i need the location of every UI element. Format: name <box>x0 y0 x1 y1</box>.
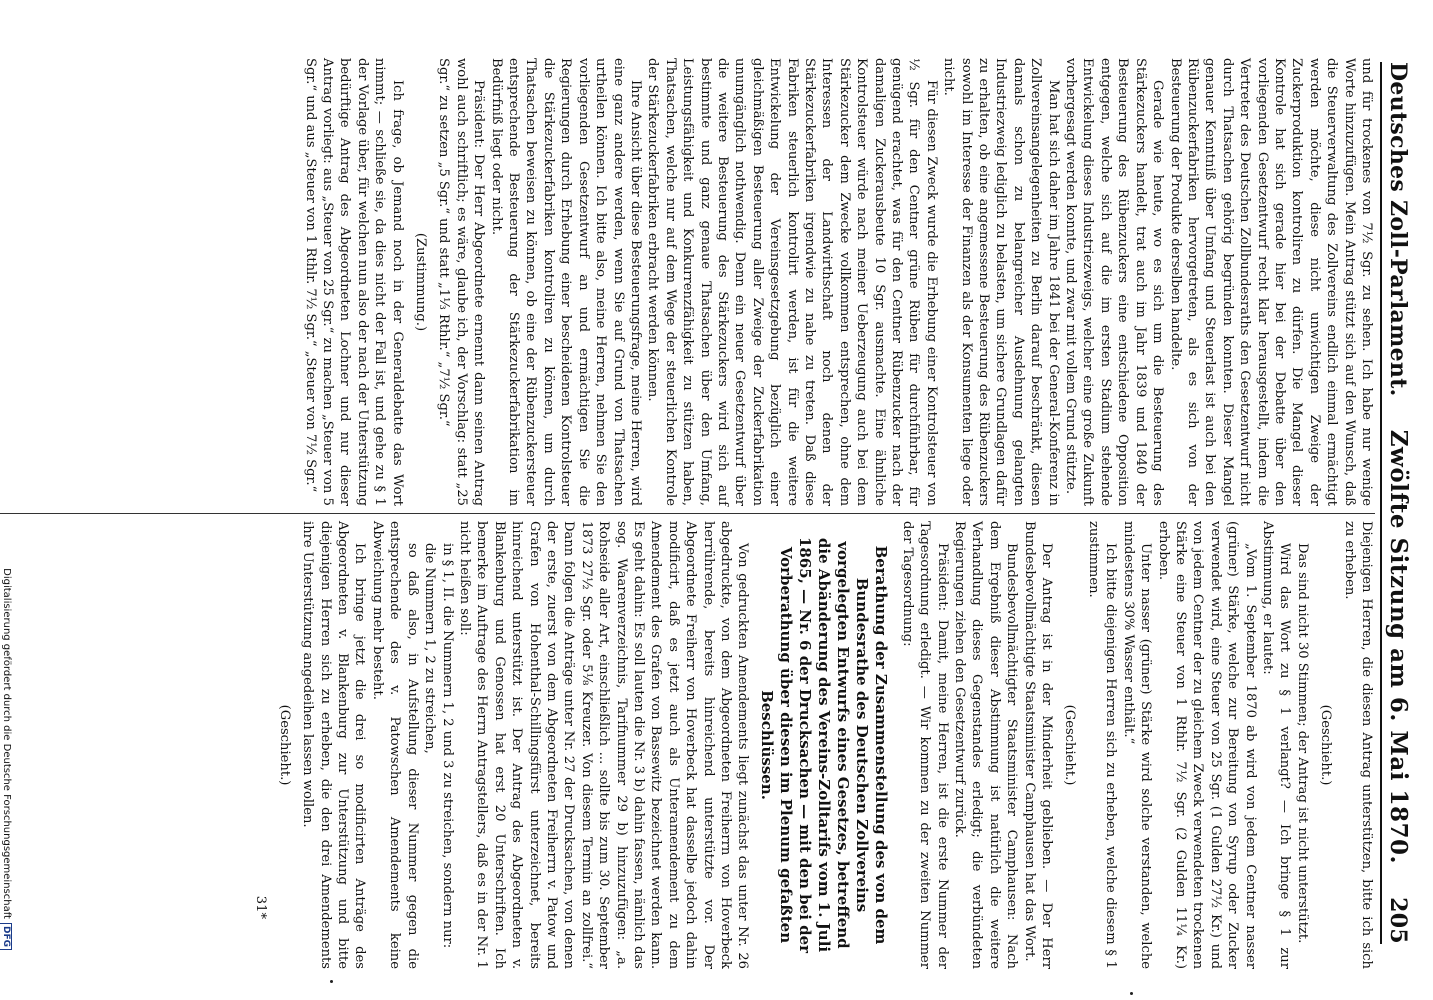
digitization-credit <box>0 0 13 950</box>
scan-speck <box>330 980 333 983</box>
paragraph: Gerade wie heute, wo es sich um die Besteuerung des Stärkezuckers handelt, trat auch im Jahr 1839 und 1840 der Besteuerung des Rübenzuckers eine entschiedene Opposition entgegen, welche sich auf die im ersten Stadium stehende Entwickelung dieses Industriezweigs, welcher eine große Zukunft vorhergesagt werden konnte, und zwar mit vollem Grund stützte. <box>1063 58 1166 506</box>
page-number: 205 <box>1385 897 1411 944</box>
paragraph: Man hat sich daher im Jahre 1841 bei der General-Konferenz in Zollvereinsangelegenheiten zu Berlin darauf beschränkt, diesen damals schon zu belangreicher Ausdehnung gelangten Industriezweig lediglich zu belasten, um sichere Grundlagen dafür zu erhalten, ob eine angemessene Besteuerung des Rübenzuckers sowohl im Interesse der Finanzen als der Konsumenten liege oder nicht. <box>941 58 1061 506</box>
paragraph: Unter nasser (grüner) Stärke wird solche verstanden, welche mindestens 30% Wasser enthält.“ <box>1120 521 1154 969</box>
section-heading: Berathung der Zusammenstellung des von dem Bundesrathe des Deutschen Zollvereins vorgelegten Entwurfs eines Gesetzes, betreffend die Abänderung des Vereins-Zolltarifs vom 1. Juli 1865, — Nr. 6 der Drucksachen — mit den bei der Vorberathung über diesen im Plenum gefaßten Beschlüssen. <box>758 536 891 954</box>
paragraph: „Vom 1. September 1870 ab wird von jedem Centner nasser (grüner) Stärke, welche zur Bereitung von Syrup oder Zucker verwendet wird, eine Steuer von 25 Sgr. (1 Gulden 27½ Kr.) und von jedem Centner der zu gleichem Zweck verwendeten trockenen Stärke eine Steuer von 1 Rthlr. 7½ Sgr. (2 Gulden 11¼ Kr.) erhoben. <box>1155 521 1258 969</box>
paragraph: Bundesbevollmächtigter Staatsminister Camphausen: Nach dem Ergebniß dieser Abstimmung ist natürlich die weitere Verhandlung dieses Gegenstandes erledigt; die verbündeten Regierungen ziehen den Gesetzentwurf zurück. <box>952 521 1020 969</box>
column-divider <box>0 513 1375 514</box>
paragraph: Ich bringe jetzt die drei so modificirten Anträge des Abgeordneten v. Blankenburg zur Unterstützung und bitte diejenigen Herren sich zu erheben, die den drei Amendements ihre Unterstützung angedeihen lassen wollen. <box>300 521 368 969</box>
paragraph: Präsident: Damit, meine Herren, ist die erste Nummer der Tagesordnung erledigt. — Wir kommen zu der zweiten Nummer der Tagesordnung: <box>899 521 950 969</box>
paragraph: Ihre Ansicht über diese Besteuerungsfrage, meine Herren, wird eine ganz andere werden, wenn Sie auf Grund von Thatsachen urtheilen können. Ich bitte also, meine Herren, nehmen Sie den vorliegenden Gesetzentwurf an und ermächtigen Sie die Regierungen durch Erhebung einer bescheidenen Kontrolsteuer die Stärkezuckerfabriken kontroliren zu können, um durch Thatsachen beweisen zu können, ob eine der Rübenzuckersteuer entsprechende Besteuerung der Stärkezuckerfabrikation im Bedürfniß liegt oder nicht. <box>488 58 643 506</box>
paragraph: Diejenigen Herren, die diesen Antrag unterstützen, bitte ich sich zu erheben. <box>1341 521 1374 969</box>
paragraph: Für diesen Zweck wurde die Erhebung einer Kontrolsteuer von ½ Sgr. für den Centner grüne Rüben für durchführbar, für genügend erachtet, was für den Centner Rübenzucker nach der damaligen Zuckerausbeute 10 Sgr. ausmachte. Eine ähnliche Kontrolsteuer würde nach meiner Ueberzeugung auch bei dem Stärkezucker dem Zwecke vollkommen entsprechen, ohne dem Interessen der Landwirthschaft noch denen der Stärkezuckerfabriken irgendwie zu nahe zu treten. Daß diese Fabriken steuerlich kontrolirt werden, ist für die weitere Entwickelung der Vereinsgesetzgebung bezüglich einer gleichmäßigen Besteuerung aller Zweige der Zuckerfabrikation unumgänglich nothwendig. Denn ein neuer Gesetzentwurf über die weitere Besteuerung des Stärkezuckers wird sich auf bestimmte und ganz genaue Thatsachen über den Umfang, Leistungsfähigkeit und Konkurrenzfähigkeit zu stützen haben, Thatsachen, welche nur auf dem Wege der steuerlichen Kontrole der Stärkezuckerfabriken erbracht werden können. <box>645 58 939 506</box>
paragraph: Der Antrag ist in der Minderheit geblieben. — Der Herr Bundesbevollmächtigte Staatsminister Camphausen hat das Wort. <box>1021 521 1055 969</box>
paragraph: Präsident: Der Herr Abgeordnete ernennt dann seinen Antrag wohl auch schriftlich; es wäre, glaube ich, der Vorschlag: statt „25 Sgr.“ zu setzen „5 Sgr.“ und statt „1⅓ Rthlr.“ „7½ Sgr.“ <box>436 58 487 506</box>
paragraph: so daß also, in Aufstellung dieser Nummer gegen die entsprechende des v. Patowschen Amendements keine Abweichung mehr besteht. <box>369 521 420 969</box>
right-column <box>252 521 1375 969</box>
stage-direction: (Geschieht.) <box>1318 704 1334 786</box>
paragraph: Wird das Wort zu § 1 verlangt? — Ich bringe § 1 zur Abstimmung, er lautet: <box>1259 521 1293 969</box>
paragraph: Ich frage, ob Jemand noch in der Generaldebatte das Wort nimmt; — schließe sie, da dies nicht der Fall ist, und gehe zu § 1 der Vorlage über, für welchen nun also der nach der Unterstützung bedürftige Antrag des Abgeordneten Lochner und nur dieser Antrag vorliegt: aus „Steuer von 25 Sgr.“ zu machen „Steuer von 5 Sgr.“ und aus „Steuer von 1 Rthlr. 7½ Sgr.“ „Steuer von 7½ Sgr.“ <box>302 58 405 506</box>
header-title: Deutsches Zoll-Parlament. <box>1385 62 1411 397</box>
paragraph: in § 1, II. die Nummern 1, 2 und 3 zu streichen, sondern nur: <box>439 543 455 949</box>
stage-direction: (Geschieht.) <box>276 704 292 786</box>
paragraph: Von gedruckten Amendements liegt zunächst das unter Nr. 26 abgedruckte, von dem Abgeordneten Freiherrn von Hoverbeck herrührende, bereits hinreichend unterstützte vor. Der Abgeordnete Freiherr von Hoverbeck hat dasselbe jedoch dahin modificirt, daß es jetzt auch als Unteramendement zu dem Amendement des Grafen von Bassewitz bezeichnet werden kann. Es geht dahin: Es soll lauten die Nr. 3 b) dahin fassen, nämlich das sog. Waarenverzeichnis, Tarifnummer 29 b) hinzuzufügen: „a. Rohseide aller Art, einschließlich ... sollte bis zum 30. September 1873 27½ Sgr. oder 5⅛ Kreuzer. Von diesem Termin an zollfrei.“ Dann folgen die Anträge unter Nr. 27 der Drucksachen, von denen der erste, zuerst von dem Abgeordneten Freiherrn v. Patow und Grafen von Hohenthal-Schillingsfürst unterzeichnet, bereits hinreichend unterstützt ist. Der Antrag des Abgeordneten v. Blankenburg und Genossen hat erst 20 Unterschriften. Ich bemerke im Auftrage des Herrn Antragstellers, daß es in der Nr. 1 nicht heißen soll: <box>456 521 751 969</box>
running-head <box>1380 62 1419 944</box>
header-session: Zwölfte Sitzung am 6. Mai 1870. <box>1385 429 1412 865</box>
paragraph: Das sind nicht 30 Stimmen; der Antrag ist nicht unterstützt. <box>1294 543 1310 944</box>
paragraph: Ich bitte diejenigen Herren sich zu erheben, welche diesem § 1 zustimmen. <box>1085 521 1119 969</box>
stage-direction: (Geschieht.) <box>1062 704 1078 786</box>
left-column <box>301 58 1375 506</box>
paragraph: die Nummern 1, 2 zu streichen, <box>422 543 438 754</box>
stage-direction: (Zustimmung.) <box>413 232 429 332</box>
dfg-logo: DFG <box>0 923 12 950</box>
scan-speck <box>1130 992 1133 995</box>
signature-mark: 31* <box>253 895 269 919</box>
credit-text: Digitalisierung gefördert durch die Deutsche Forschungsgemeinschaft <box>1 568 12 919</box>
paragraph: und für trockenes von 7½ Sgr. zu sehen. Ich habe nur wenige Worte hinzuzufügen. Mein Antrag stützt sich auf den Wunsch, daß die Steuerverwaltung des Zollvereins endlich einmal ermächtigt werden möchte, diese nicht unwichtigen Zweige der Zuckerproduktion kontroliren zu dürfen. Die Mangel dieser Kontrole hat sich gerade hier bei der Debatte über den vorliegenden Gesetzentwurf recht klar herausgestellt, indem die Vertreter des Deutschen Zollbundesraths den Gesetzentwurf nicht durch Thatsachen gehörig begründen konnten. Dieser Mangel genauer Kenntniß über Umfang und Steuerlast ist auch bei den Rübenzuckerfabriken hervorgetreten, als es sich von der Besteuerung der Produkte derselben handelte. <box>1167 58 1374 506</box>
